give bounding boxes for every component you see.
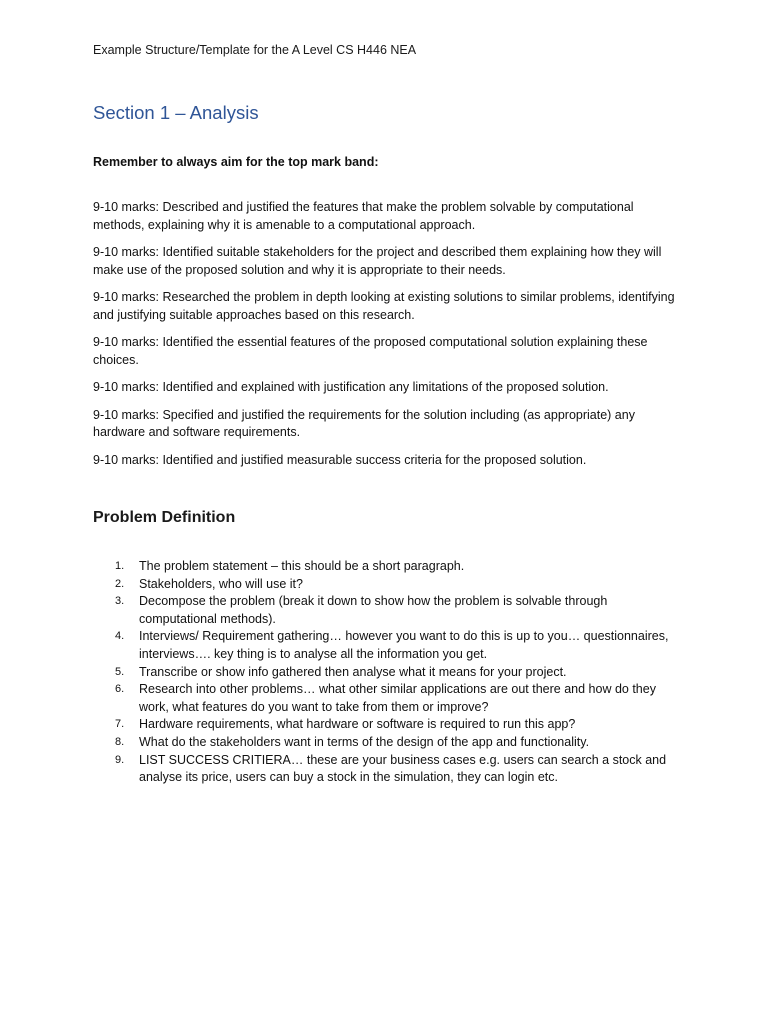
list-item-text: Stakeholders, who will use it? [139,576,303,591]
mark-band-item: 9-10 marks: Identified and explained with justification any limitations of the proposed solution. [93,380,609,394]
list-item-text: LIST SUCCESS CRITIERA… these are your business cases e.g. users can search a stock and analyse its price, users can buy a stock in the simulation, they can login etc. [139,752,667,785]
problem-definition-list [93,558,678,787]
section-title: Section 1 – Analysis [93,102,259,123]
list-item-text: Transcribe or show info gathered then analyse what it means for your project. [139,664,567,679]
list-item-text: Interviews/ Requirement gathering… however you want to do this is up to you… questionnaires, interviews…. key thing is to analyse all the information you get. [139,629,669,661]
list-item [93,681,678,716]
list-number: 5. [115,665,125,678]
list-item [93,558,678,576]
list-item [93,752,678,787]
list-item-text: What do the stakeholders want in terms of the design of the app and functionality. [139,734,590,749]
list-item-text: The problem statement – this should be a short paragraph. [139,559,465,573]
mark-band-item: 9-10 marks: Identified suitable stakeholders for the project and described them explaining how they will make use of the proposed solution and why it is appropriate to their needs. [93,245,662,277]
list-number: 8. [115,735,125,748]
list-item [93,664,678,682]
list-item-text: Decompose the problem (break it down to show how the problem is solvable through computational methods). [139,594,608,626]
list-item [93,628,678,663]
mark-band-list [93,199,678,479]
list-item [93,716,678,734]
list-item-text: Hardware requirements, what hardware or software is required to run this app? [139,717,576,732]
list-number: 6. [115,683,125,696]
list-number: 3. [115,595,125,608]
list-number: 4. [115,630,125,643]
list-number: 9. [115,753,125,766]
list-item [93,576,678,594]
mark-band-item: 9-10 marks: Specified and justified the requirements for the solution including (as appropriate) any hardware and software requirements. [93,407,635,439]
mark-band-item: 9-10 marks: Described and justified the features that make the problem solvable by computational methods, explaining why it is amenable to a computational approach. [93,200,634,232]
list-number: 1. [115,560,125,572]
list-item [93,593,678,628]
mark-band-item: 9-10 marks: Identified the essential features of the proposed computational solution explaining these choices. [93,335,648,367]
page-header: Example Structure/Template for the A Level CS H446 NEA [93,43,417,57]
mark-band-item: 9-10 marks: Researched the problem in depth looking at existing solutions to similar problems, identifying and justifying suitable approaches based on this research. [93,290,675,322]
list-item [93,734,678,752]
list-item-text: Research into other problems… what other similar applications are out there and how do they work, what features do you want to take from them or improve? [139,682,656,714]
mark-band-item: 9-10 marks: Identified and justified measurable success criteria for the proposed solution. [93,452,587,467]
reminder-text: Remember to always aim for the top mark band: [93,155,379,169]
list-number: 7. [115,718,125,731]
problem-definition-heading: Problem Definition [93,509,236,526]
list-number: 2. [115,577,125,590]
